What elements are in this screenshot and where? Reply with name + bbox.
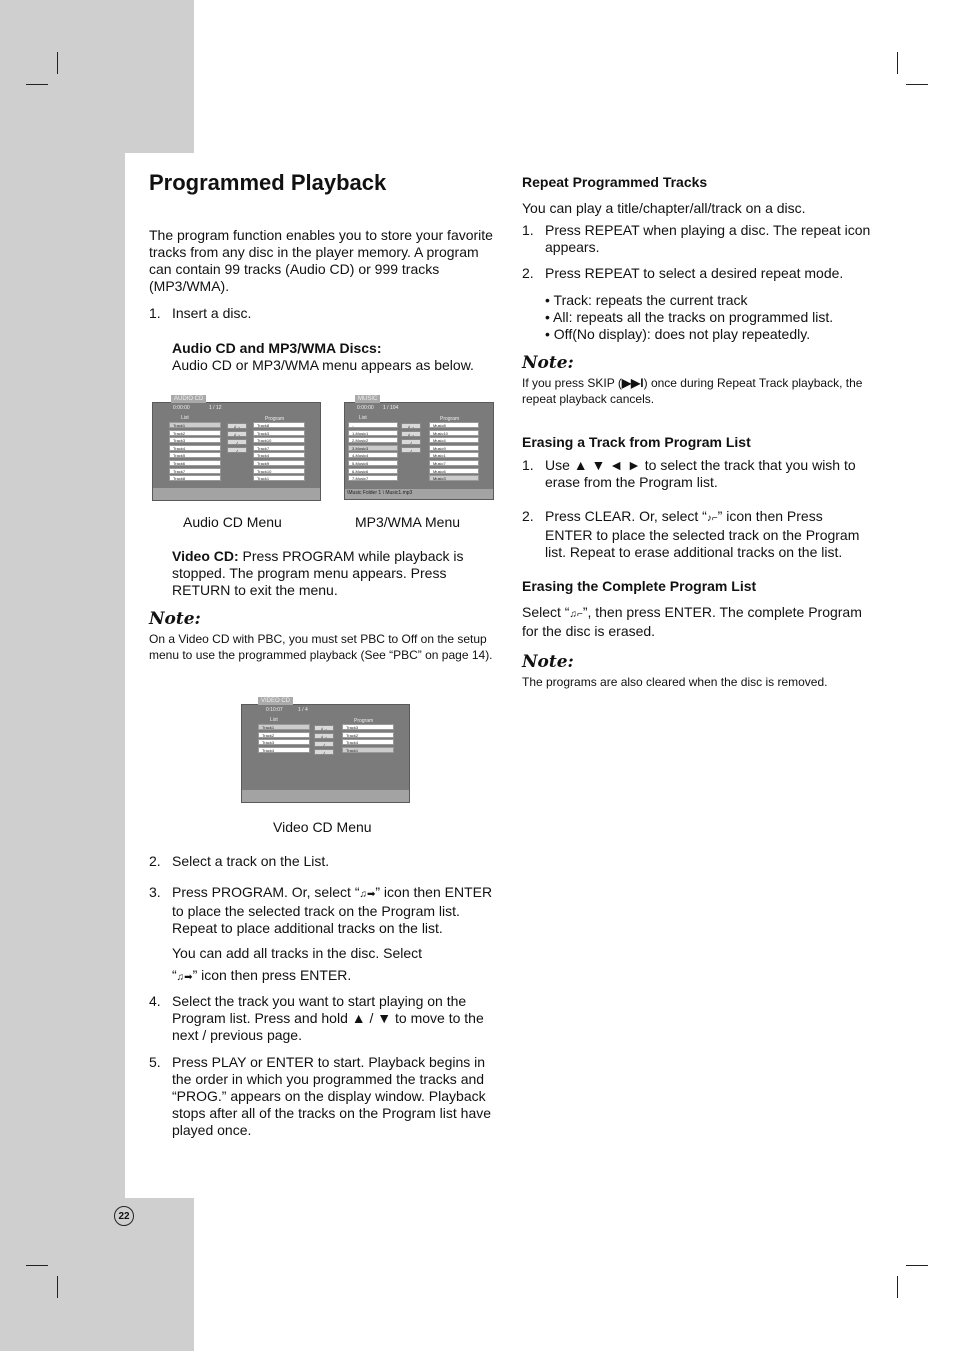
step-number: 3. [149, 884, 161, 900]
time-readout: 0:10:07 [266, 707, 283, 713]
list-cell[interactable]: Music7 [429, 460, 479, 466]
list-cell[interactable]: Music4 [429, 437, 479, 443]
erase-track-heading: Erasing a Track from Program List [522, 434, 751, 450]
add-all-text-2 [172, 967, 351, 986]
step-text: Press REPEAT when playing a disc. The repeat icon appears. [545, 222, 871, 255]
list-cell[interactable]: 6-Music6 [348, 468, 398, 474]
step-text: Press REPEAT to select a desired repeat mode. [545, 265, 844, 281]
page-title: Programmed Playback [149, 170, 387, 195]
clear-all-icon[interactable]: ♪ [401, 447, 421, 453]
list-cell[interactable]: Track10 [253, 468, 305, 474]
list-cell[interactable]: Track1 [253, 475, 305, 481]
note-2-title: Note: [522, 353, 574, 373]
add-track-icon: ♫➡ [359, 889, 376, 900]
crop-mark [57, 52, 58, 74]
audio-menu-caption: Audio CD Menu [183, 514, 282, 530]
clear-icon: ♪⌐ [706, 513, 718, 524]
repeat-bullet: • Track: repeats the current track [545, 292, 748, 308]
video-menu-caption: Video CD Menu [273, 819, 372, 835]
program-label: Program [265, 416, 285, 422]
clear-all-icon[interactable]: ♪ [314, 749, 334, 755]
list-cell[interactable]: Music3 [429, 475, 479, 481]
add-all-text: You can add all tracks in the disc. Select [172, 945, 423, 961]
list-label: List [359, 415, 367, 421]
erase-all-text-a: Select “ [522, 604, 570, 620]
list-cell[interactable]: Track1 [258, 724, 310, 730]
margin-band-left [0, 153, 125, 1198]
program-label: Program [440, 416, 460, 422]
step-number: 5. [149, 1054, 161, 1070]
repeat-bullet: • All: repeats all the tracks on programmed list. [545, 309, 834, 325]
disc-type-tag: MUSIC [355, 395, 380, 403]
list-cell[interactable]: Track2 [169, 430, 221, 436]
step-text: ” icon then Press ENTER to place the selected track on the Program list. Repeat to erase additional tracks on the list. [545, 508, 860, 560]
track-count: 1 / 104 [383, 405, 399, 411]
audio-cd-heading: Audio CD and MP3/WMA Discs: [172, 340, 382, 356]
add-all-icon[interactable]: ♫→ [314, 733, 334, 739]
step-5 [149, 1054, 501, 1139]
quote-open: “ [172, 967, 177, 983]
crop-mark [906, 84, 928, 85]
step-text: Press PLAY or ENTER to start. Playback begins in the order in which you programmed the tracks and “PROG.” appears on the display window. Playback stops after all of the tracks on the Program list have played once. [172, 1054, 492, 1138]
erase-all-heading: Erasing the Complete Program List [522, 578, 757, 594]
list-cell[interactable]: Music6 [429, 468, 479, 474]
step-number: 2. [149, 853, 161, 869]
list-cell[interactable]: 3-Music3 [348, 445, 398, 451]
page-number: 22 [114, 1206, 134, 1226]
mp3-menu-screen [344, 396, 494, 500]
repeat-step-2 [522, 265, 872, 282]
note-3-text: The programs are also cleared when the disc is removed. [522, 675, 828, 689]
step-text: Insert a disc. [172, 305, 252, 321]
step-text: Select the track you want to start playing on the Program list. Press and hold ▲ / ▼ to move to the next / previous page. [172, 993, 484, 1043]
list-cell[interactable]: Track4 [342, 739, 394, 745]
list-cell[interactable]: Track3 [253, 430, 305, 436]
crop-mark [26, 84, 48, 85]
step-number: 1. [149, 305, 161, 321]
list-label: List [270, 717, 278, 723]
clear-icon[interactable]: ♪ [314, 741, 334, 747]
list-cell[interactable]: 2-Music2 [348, 437, 398, 443]
list-label: List [181, 415, 189, 421]
step-text: Press CLEAR. Or, select “ [545, 508, 707, 524]
track-count: 1 / 12 [209, 405, 222, 411]
list-cell[interactable]: Track2 [258, 732, 310, 738]
repeat-bullet: • Off(No display): does not play repeatedly. [545, 326, 811, 342]
list-cell[interactable]: 7-Music7 [348, 475, 398, 481]
skip-icon: ▶▶I [621, 376, 644, 390]
step-2 [149, 853, 499, 870]
mp3-menu-caption: MP3/WMA Menu [355, 514, 461, 530]
margin-band-bottom [0, 1198, 194, 1351]
note-1-text: On a Video CD with PBC, you must set PBC to Off on the setup menu to use the programmed playback (See “PBC” on page 14). [149, 632, 493, 662]
list-cell[interactable]: Track4 [258, 747, 310, 753]
add-track-icon[interactable]: ♫→ [401, 423, 421, 429]
list-cell[interactable]: Track1 [342, 747, 394, 753]
list-cell[interactable]: Track2 [342, 732, 394, 738]
step-1 [149, 305, 499, 322]
crop-mark [897, 52, 898, 74]
repeat-intro: You can play a title/chapter/all/track on a disc. [522, 200, 806, 216]
status-bar [345, 489, 493, 499]
note-3-title: Note: [522, 652, 574, 672]
list-cell[interactable]: Track4 [169, 445, 221, 451]
list-cell[interactable]: Track10 [253, 437, 305, 443]
add-all-icon[interactable]: ♫→ [227, 431, 247, 437]
video-cd-text: Press PROGRAM while playback is stopped. The program menu appears. Press RETURN to exit the menu. [172, 548, 464, 598]
disc-type-tag: AUDIO CD [171, 395, 206, 403]
repeat-step-1 [522, 222, 872, 256]
time-readout: 0:00:00 [357, 405, 374, 411]
list-cell[interactable]: .. [348, 422, 398, 428]
note-2-text [522, 375, 877, 407]
list-cell[interactable]: 5-Music5 [348, 460, 398, 466]
list-cell[interactable]: Track3 [342, 724, 394, 730]
list-cell[interactable]: Track1 [169, 422, 221, 428]
step-number: 4. [149, 993, 161, 1009]
step-text: Press PROGRAM. Or, select “ [172, 884, 360, 900]
note-2-text-b: ) once during Repeat Track playback, the repeat playback cancels. [522, 376, 863, 406]
video-cd-menu-screen [241, 698, 410, 803]
erase-step-2 [522, 508, 874, 561]
step-text: Use ▲ ▼ ◄ ► to select the track that you wish to erase from the Program list. [545, 457, 856, 490]
step-number: 1. [522, 222, 534, 238]
erase-all-text [522, 604, 874, 640]
video-cd-paragraph [172, 548, 492, 599]
erase-step-1 [522, 457, 867, 491]
add-track-icon[interactable]: ♫→ [314, 725, 334, 731]
clear-icon[interactable]: ♪ [401, 439, 421, 445]
list-cell[interactable]: Track5 [169, 452, 221, 458]
erase-all-text-b: ”, then press ENTER. The complete Program for the disc is erased. [522, 604, 862, 639]
disc-type-tag: VIDEO CD [258, 697, 293, 705]
crop-mark [906, 1265, 928, 1266]
intro-paragraph: The program function enables you to store your favorite tracks from any disc in the player memory. A program can contain 99 tracks (Audio CD) or 999 tracks (MP3/WMA). [149, 227, 493, 294]
list-cell[interactable]: Music1 [429, 452, 479, 458]
crop-mark [57, 1276, 58, 1298]
list-cell[interactable]: Track7 [169, 468, 221, 474]
margin-band-top [0, 0, 194, 153]
list-cell[interactable]: Track9 [253, 460, 305, 466]
list-cell[interactable]: Track6 [169, 460, 221, 466]
step-text: ” icon then ENTER to place the selected track on the Program list. Repeat to place additional tracks on the list. [172, 884, 493, 936]
clear-all-icon[interactable]: ♪ [227, 447, 247, 453]
clear-all-icon: ♫⌐ [569, 609, 583, 620]
list-cell[interactable]: Track4 [253, 452, 305, 458]
note-2-text-a: If you press SKIP ( [522, 376, 622, 390]
track-count: 1 / 4 [298, 707, 308, 713]
add-all-icon: ♫➡ [176, 972, 193, 983]
video-cd-lead: Video CD: [172, 548, 239, 564]
list-cell[interactable]: Music10 [429, 430, 479, 436]
list-cell[interactable]: Music8 [429, 422, 479, 428]
crop-mark [897, 1276, 898, 1298]
list-cell[interactable]: 4-Music4 [348, 452, 398, 458]
note-1-title: Note: [149, 609, 201, 629]
step-number: 2. [522, 265, 534, 281]
add-all-suffix: ” icon then press ENTER. [192, 967, 352, 983]
crop-mark [26, 1265, 48, 1266]
audio-cd-menu-screen [152, 396, 321, 501]
list-cell[interactable]: Track8 [169, 475, 221, 481]
step-text: Select a track on the List. [172, 853, 330, 869]
list-cell[interactable]: Track8 [253, 422, 305, 428]
list-cell[interactable]: Track3 [258, 739, 310, 745]
step-3 [149, 884, 501, 937]
step-number: 1. [522, 457, 534, 473]
list-cell[interactable]: Track7 [253, 445, 305, 451]
step-4 [149, 993, 494, 1044]
time-readout: 0:00:00 [173, 405, 190, 411]
add-all-icon[interactable]: ♫→ [401, 431, 421, 437]
program-label: Program [354, 718, 374, 724]
clear-icon[interactable]: ♪ [227, 439, 247, 445]
repeat-heading: Repeat Programmed Tracks [522, 174, 708, 190]
status-bar [242, 790, 409, 802]
step-number: 2. [522, 508, 534, 524]
add-track-icon[interactable]: ♫→ [227, 423, 247, 429]
status-bar [153, 488, 320, 500]
folder-path: \Music Folder 1 \ Music1.mp3 [347, 490, 413, 496]
list-cell[interactable]: Music9 [429, 445, 479, 451]
list-cell[interactable]: 1-Music1 [348, 430, 398, 436]
list-cell[interactable]: Track3 [169, 437, 221, 443]
audio-cd-text: Audio CD or MP3/WMA menu appears as below. [172, 357, 474, 373]
